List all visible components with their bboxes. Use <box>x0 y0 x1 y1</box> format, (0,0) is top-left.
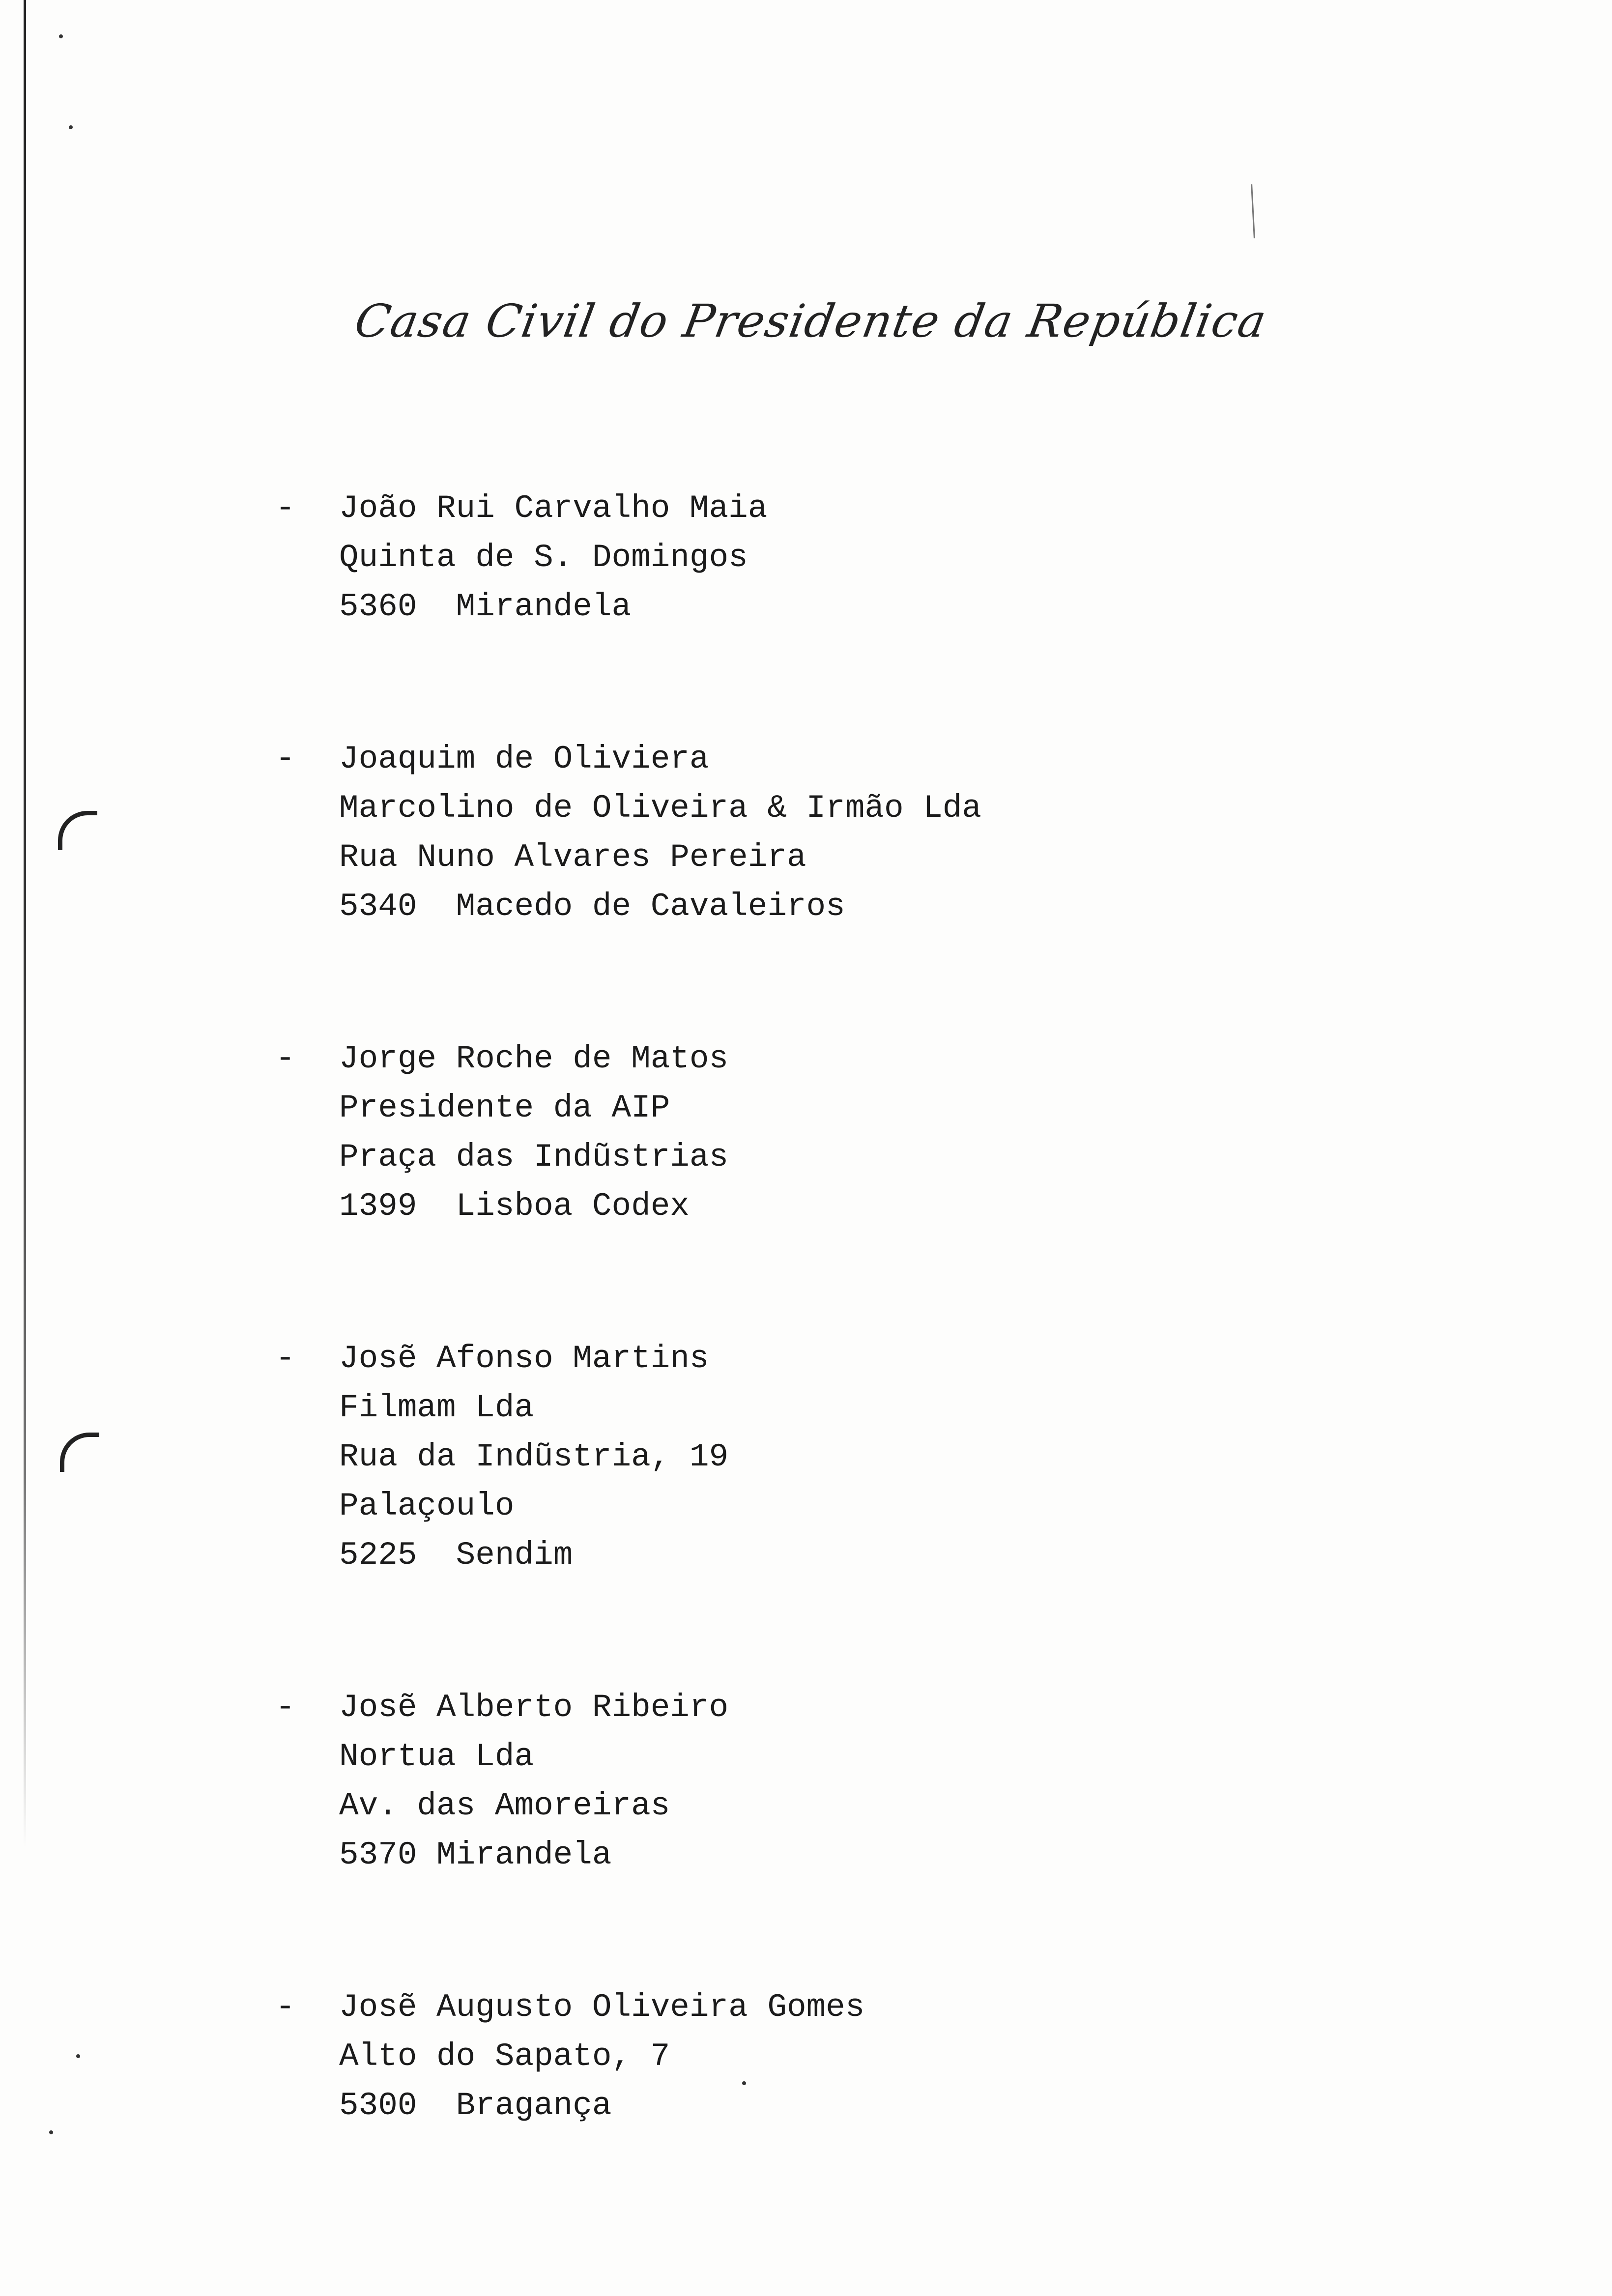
address-entry <box>275 1683 1455 1880</box>
postal-code-city: 5225 Sendim <box>339 1537 573 1574</box>
address-entry <box>275 735 1455 931</box>
scan-speck <box>49 2130 53 2134</box>
letterhead: Casa Civil do Presidente da República <box>350 295 1271 347</box>
postal-code-city: 5300 Bragança <box>339 2087 612 2124</box>
recipient-name: Josẽ Augusto Oliveira Gomes <box>339 1989 865 2026</box>
postal-code-city: 5340 Macedo de Cavaleiros <box>339 888 845 925</box>
address-line: Alto do Sapato, 7 <box>339 2038 670 2075</box>
scan-speck <box>69 125 73 129</box>
address-line: Praça das Indũstrias <box>339 1139 729 1176</box>
recipient-name: Jorge Roche de Matos <box>339 1040 729 1077</box>
punch-hole-mark <box>60 1433 99 1472</box>
bullet-dash: - <box>275 489 295 527</box>
address-entry <box>275 1334 1455 1580</box>
scan-speck <box>76 2054 80 2058</box>
postal-code-city: 1399 Lisboa Codex <box>339 1188 690 1225</box>
address-line: Rua Nuno Alvares Pereira <box>339 839 806 876</box>
postal-code-city: 5370 Mirandela <box>339 1837 612 1873</box>
company-name: Marcolino de Oliveira & Irmão Lda <box>339 790 982 827</box>
address-line: Quinta de S. Domingos <box>339 539 748 576</box>
recipient-title: Presidente da AIP <box>339 1090 670 1126</box>
punch-hole-mark <box>58 811 97 850</box>
scan-speck <box>59 34 63 38</box>
address-line: Rua da Indũstria, 19 <box>339 1438 729 1475</box>
company-name: Filmam Lda <box>339 1389 534 1426</box>
address-entry <box>275 1034 1455 1231</box>
bullet-dash: - <box>275 1689 295 1726</box>
scan-mark <box>1251 184 1255 238</box>
address-line: Av. das Amoreiras <box>339 1787 670 1824</box>
bullet-dash: - <box>275 740 295 778</box>
binding-edge <box>24 0 26 1848</box>
recipient-name: Joaquim de Oliviera <box>339 741 709 777</box>
address-entry <box>275 1983 1455 2130</box>
recipient-name: João Rui Carvalho Maia <box>339 490 768 527</box>
bullet-dash: - <box>275 1040 295 1078</box>
company-name: Nortua Lda <box>339 1738 534 1775</box>
address-entry <box>275 484 1455 631</box>
recipient-name: Josẽ Alberto Ribeiro <box>339 1689 729 1726</box>
locality-line: Palaçoulo <box>339 1488 515 1524</box>
postal-code-city: 5360 Mirandela <box>339 588 632 625</box>
bullet-dash: - <box>275 1340 295 1378</box>
bullet-dash: - <box>275 1988 295 2026</box>
recipient-name: Josẽ Afonso Martins <box>339 1340 709 1377</box>
address-list <box>275 484 1455 2130</box>
